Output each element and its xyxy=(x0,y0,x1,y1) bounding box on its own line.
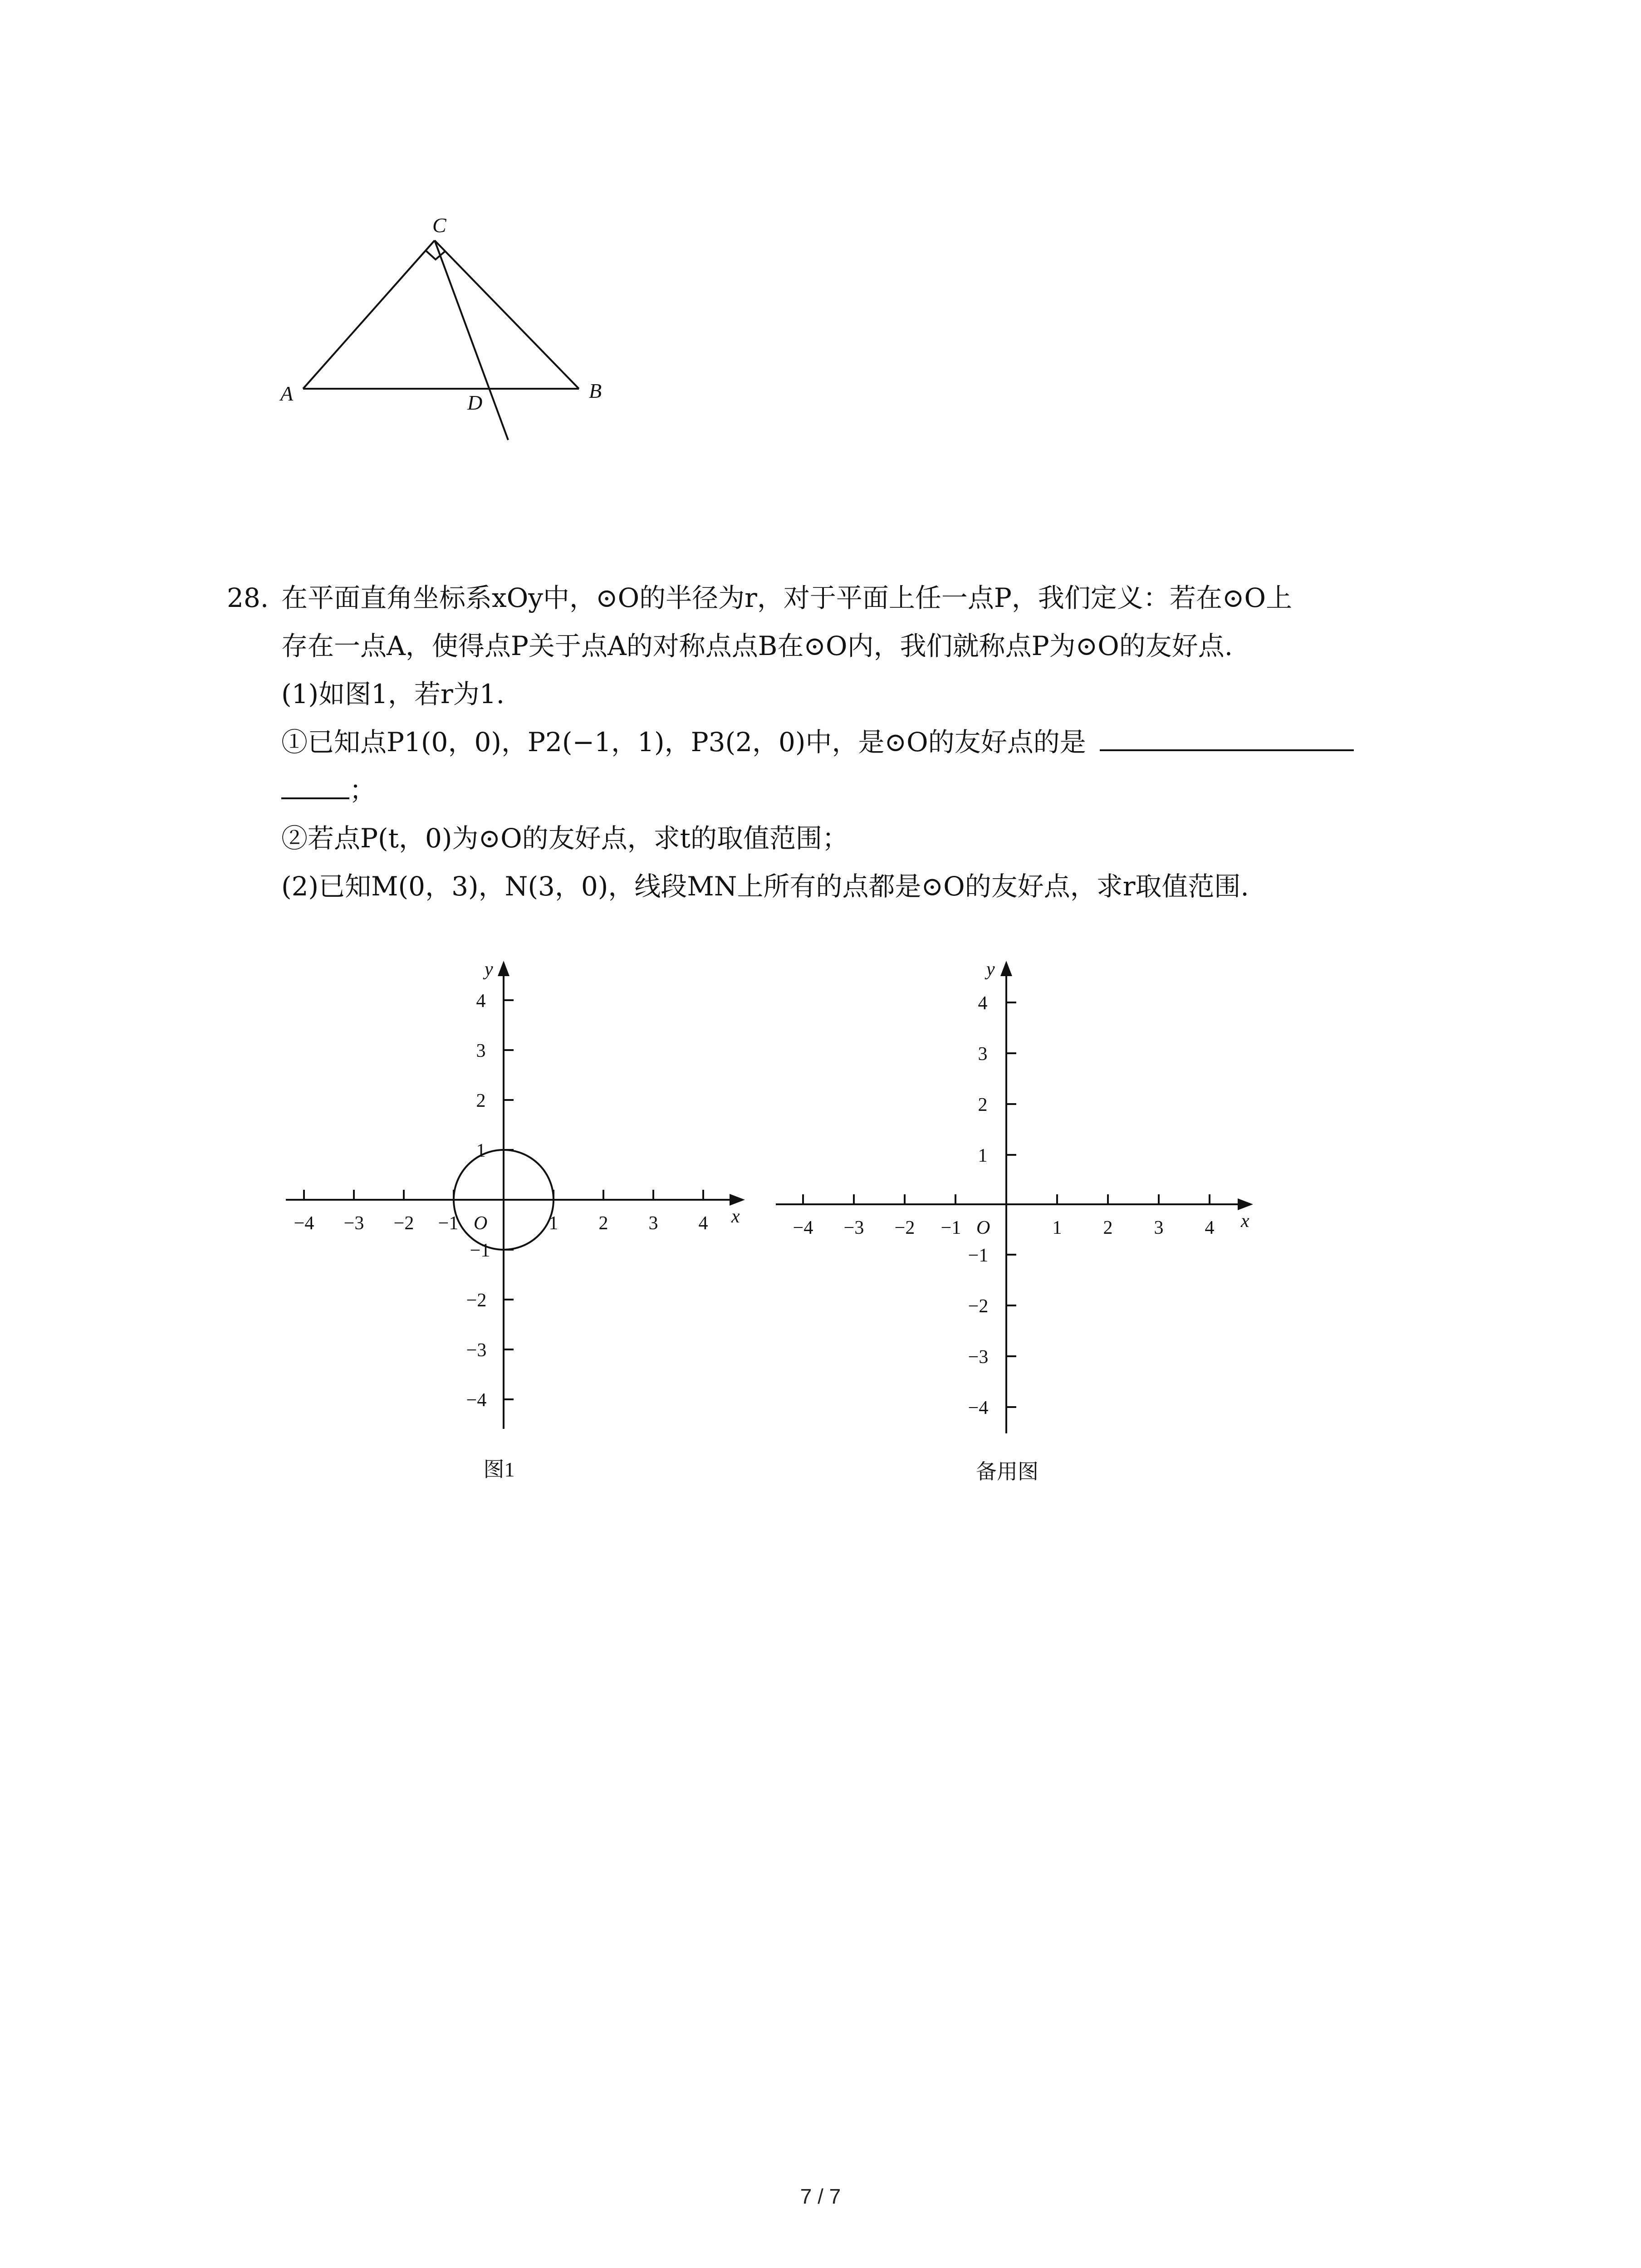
y-tick-label: −4 xyxy=(968,1398,989,1418)
y-axis-label: y xyxy=(485,959,493,980)
side-ca xyxy=(303,240,435,389)
side-cb xyxy=(435,240,579,389)
y-tick-label: −3 xyxy=(968,1347,989,1368)
x-axis-label: x xyxy=(1241,1211,1249,1232)
y-tick-label: −1 xyxy=(470,1240,490,1261)
y-tick-label: 4 xyxy=(978,993,988,1014)
problem-line-5 xyxy=(281,766,1488,814)
y-axis-arrow xyxy=(1000,961,1012,976)
x-tick-label: −3 xyxy=(843,1217,864,1238)
problem-28 xyxy=(227,574,1443,910)
x-tick-label: 4 xyxy=(698,1213,708,1234)
x-tick-label: 2 xyxy=(598,1213,608,1234)
x-tick-label: 2 xyxy=(1103,1217,1113,1238)
label-c: C xyxy=(432,214,446,237)
problem-line-5-end: ； xyxy=(349,775,376,806)
y-tick-label: 3 xyxy=(978,1044,988,1065)
y-tick-label: −3 xyxy=(466,1340,487,1361)
coordinate-figure-2 xyxy=(771,957,1261,1497)
problem-line-7: (2)已知M(0，3)，N(3，0)，线段MN上所有的点都是⊙O的友好点，求r取值范围. xyxy=(281,871,1249,902)
right-angle-mark xyxy=(426,250,445,259)
answer-blank[interactable] xyxy=(1100,722,1354,751)
problem-line-4-text: ①已知点P1(0，0)，P2(−1，1)，P3(2，0)中，是⊙O的友好点的是 xyxy=(281,727,1086,758)
origin-label: O xyxy=(976,1217,990,1238)
y-tick-label: −1 xyxy=(968,1245,989,1266)
figure-caption: 备用图 xyxy=(976,1460,1038,1483)
answer-blank-continued[interactable] xyxy=(281,770,349,799)
y-tick-label: −2 xyxy=(466,1290,487,1311)
y-tick-label: −2 xyxy=(968,1296,989,1317)
x-tick-label: −3 xyxy=(343,1213,364,1234)
x-axis-arrow xyxy=(1238,1198,1253,1210)
problem-line-4 xyxy=(281,718,1488,766)
problem-number: 28. xyxy=(227,582,269,613)
x-tick-label: 1 xyxy=(549,1213,558,1234)
y-tick-label: 2 xyxy=(476,1090,486,1111)
label-d: D xyxy=(467,391,483,414)
x-tick-label: −2 xyxy=(393,1213,414,1234)
y-tick-label: 1 xyxy=(476,1140,486,1161)
y-tick-label: −4 xyxy=(466,1390,487,1411)
y-axis-arrow xyxy=(498,961,509,976)
label-a: A xyxy=(280,382,294,405)
x-tick-label: −4 xyxy=(793,1217,813,1238)
x-tick-label: −2 xyxy=(894,1217,915,1238)
x-tick-label: 3 xyxy=(648,1213,658,1234)
x-tick-label: 3 xyxy=(1154,1217,1164,1238)
x-axis-label: x xyxy=(731,1206,740,1227)
x-tick-label: −4 xyxy=(294,1213,314,1234)
y-tick-label: 3 xyxy=(476,1041,486,1061)
page-number: 7 / 7 xyxy=(800,2185,841,2208)
x-tick-label: −1 xyxy=(438,1213,459,1234)
label-b: B xyxy=(589,379,602,402)
x-axis-arrow xyxy=(730,1194,745,1206)
problem-line-3: (1)如图1，若r为1. xyxy=(281,679,505,709)
problem-line-1: 在平面直角坐标系xOy中，⊙O的半径为r，对于平面上任一点P，我们定义：若在⊙O上 xyxy=(281,582,1293,613)
problem-line-2: 存在一点A，使得点P关于点A的对称点点B在⊙O内，我们就称点P为⊙O的友好点. xyxy=(281,631,1233,661)
y-tick-label: 1 xyxy=(978,1145,988,1166)
triangle-figure xyxy=(254,200,662,454)
x-tick-label: 4 xyxy=(1205,1217,1215,1238)
x-tick-label: 1 xyxy=(1052,1217,1062,1238)
origin-label: O xyxy=(474,1213,488,1234)
y-axis-label: y xyxy=(986,959,995,980)
y-tick-label: 4 xyxy=(476,991,486,1012)
x-tick-label: −1 xyxy=(941,1217,961,1238)
coordinate-figure-1 xyxy=(272,957,753,1492)
figure-caption: 图1 xyxy=(483,1458,515,1481)
problem-line-6: ②若点P(t，0)为⊙O的友好点，求t的取值范围； xyxy=(281,823,848,854)
y-tick-label: 2 xyxy=(978,1095,988,1115)
